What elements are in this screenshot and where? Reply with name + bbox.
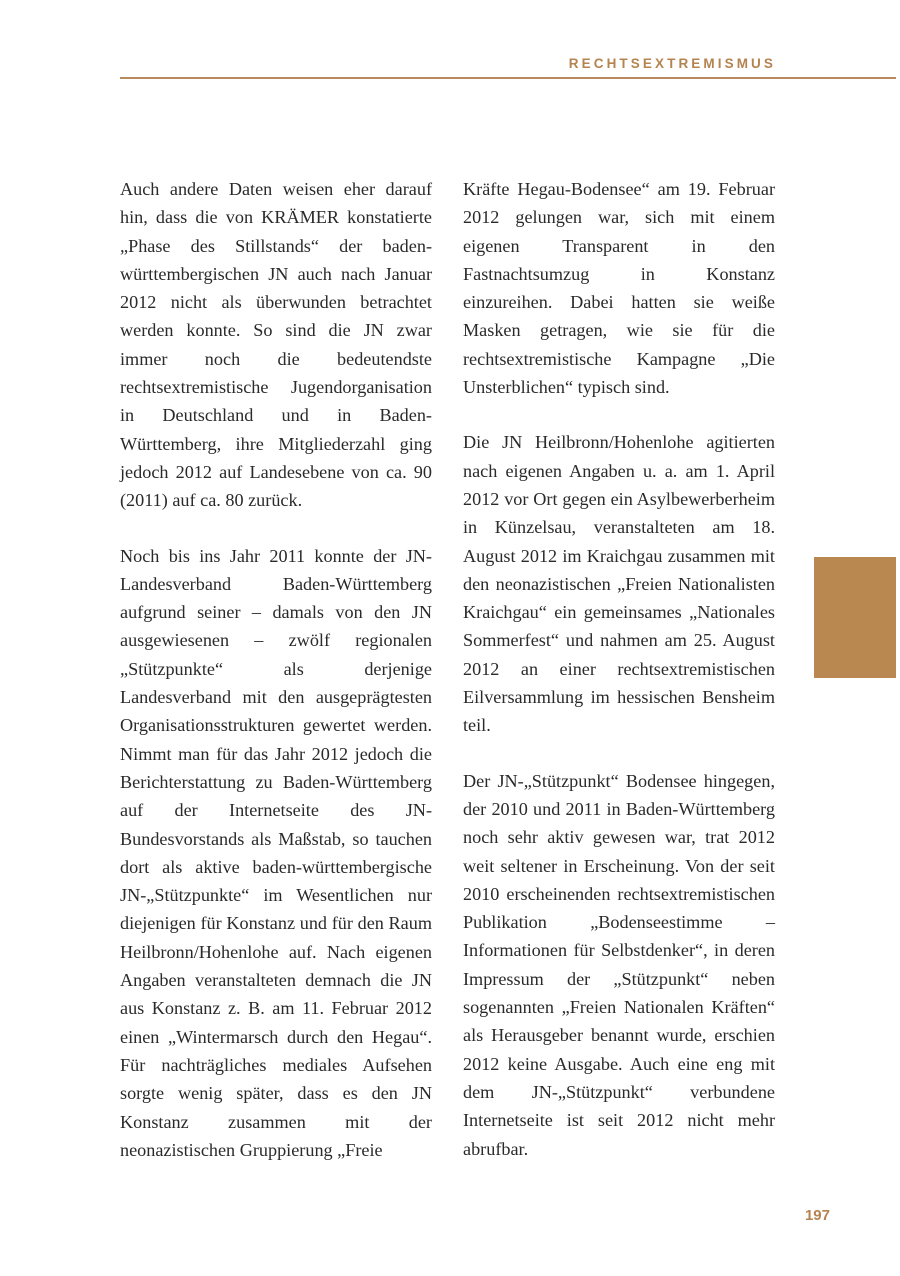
paragraph: Noch bis ins Jahr 2011 konnte der JN-Landesverband Baden-Württemberg aufgrund seiner – damals von den JN ausgewiesenen – zwölf regionalen „Stützpunkte“ als derjenige Landesverband mit den ausgeprägtesten Organisationsstrukturen gewertet werden. Nimmt man für das Jahr 2012 jedoch die Berichterstattung zu Baden-Württemberg auf der Internetseite des JN-Bundesvorstands als Maßstab, so tauchen dort als aktive baden-württembergische JN-„Stützpunkte“ im Wesentlichen nur diejenigen für Konstanz und für den Raum Heilbronn/Hohenlohe auf. Nach eigenen Angaben veranstalteten demnach die JN aus Konstanz z. B. am 11. Februar 2012 einen „Wintermarsch durch den Hegau“. Für nachträgliches mediales Aufsehen sorgte wenig später, dass es den JN Konstanz zusammen mit der neonazistischen Gruppierung „Freie (120, 545, 432, 1160)
header-divider (120, 77, 896, 79)
paragraph: Auch andere Daten weisen eher darauf hin, dass die von KRÄMER konstatierte „Phase des Stillstands“ der baden-württembergischen JN auch nach Januar 2012 nicht als überwunden betrachtet werden konnte. So sind die JN zwar immer noch die bedeutendste rechtsextremistische Jugendorganisation in Deutschland und in Baden-Württemberg, ihre Mitgliederzahl ging jedoch 2012 auf Landesebene von ca. 90 (2011) auf ca. 80 zurück. (120, 179, 432, 511)
paragraph: Die JN Heilbronn/Hohenlohe agitierten nach eigenen Angaben u. a. am 1. April 2012 vor Ort gegen ein Asylbewerberheim in Künzelsau, veranstalteten am 18. August 2012 im Kraichgau zusammen mit den neonazistischen „Freien Nationalisten Kraichgau“ ein gemeinsames „Nationales Sommerfest“ und nahmen am 25. August 2012 an einer rechtsextremistischen Eilversammlung im hessischen Bensheim teil. (463, 432, 775, 736)
paragraph: Kräfte Hegau-Bodensee“ am 19. Februar 2012 gelungen war, sich mit einem eigenen Transparent in den Fastnachtsumzug in Konstanz einzureihen. Dabei hatten sie weiße Masken getragen, wie sie für die rechtsextremistische Kampagne „Die Unsterblichen“ typisch sind. (463, 179, 775, 398)
left-text-column (120, 175, 432, 1164)
chapter-thumb-tab (814, 557, 896, 678)
right-text-column (463, 175, 775, 1163)
paragraph: Der JN-„Stützpunkt“ Bodensee hingegen, der 2010 und 2011 in Baden-Württemberg noch sehr aktiv gewesen war, trat 2012 weit seltener in Erscheinung. Von der seit 2010 erscheinenden rechtsextremistischen Publikation „Bodenseestimme – Informationen für Selbstdenker“, in deren Impressum der „Stützpunkt“ neben sogenannten „Freien Nationalen Kräften“ als Herausgeber benannt wurde, erschien 2012 keine Ausgabe. Auch eine eng mit dem JN-„Stützpunkt“ verbundene Internetseite ist seit 2012 nicht mehr abrufbar. (463, 770, 775, 1159)
section-header-title: RECHTSEXTREMISMUS (568, 56, 776, 71)
page-number: 197 (804, 1207, 830, 1224)
